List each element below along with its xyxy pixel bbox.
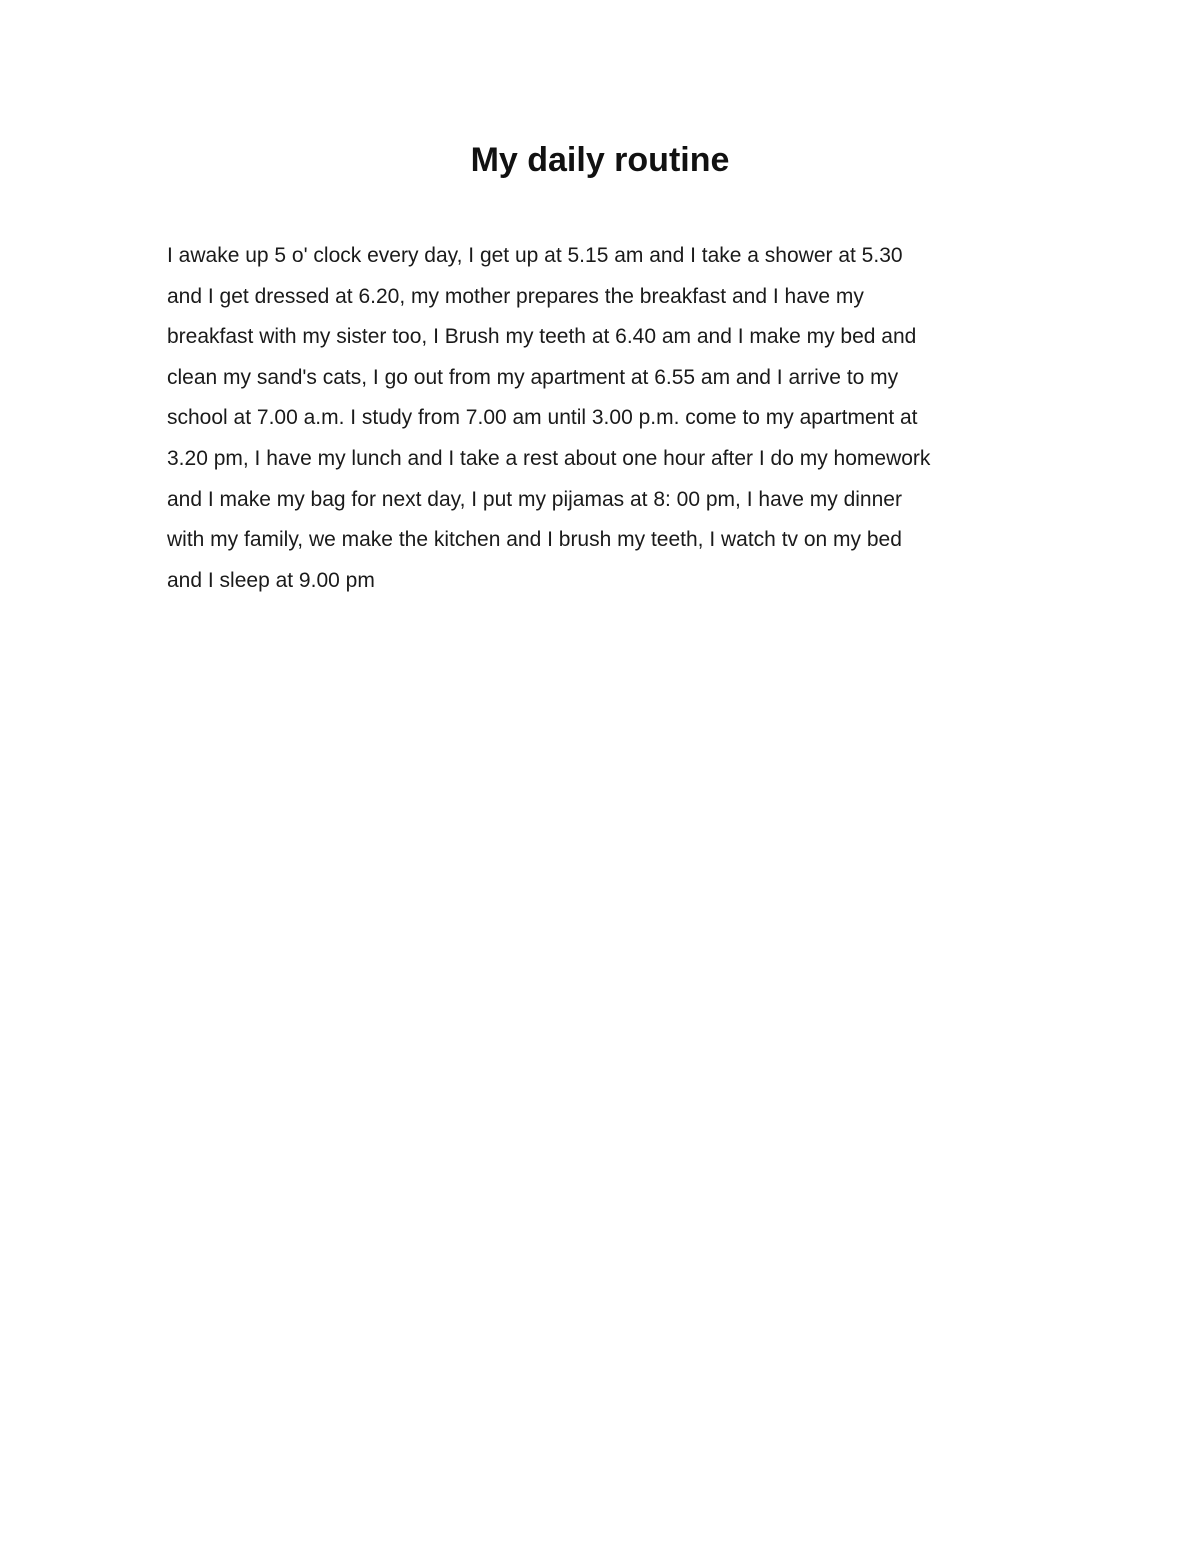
paragraph-line: breakfast with my sister too, I Brush my teeth at 6.40 am and I make my bed and [167, 325, 917, 349]
document-title: My daily routine [470, 141, 730, 179]
paragraph-line: I awake up 5 o' clock every day, I get up at 5.15 am and I take a shower at 5.30 [167, 244, 903, 267]
paragraph-line: school at 7.00 a.m. I study from 7.00 am until 3.00 p.m. come to my apartment at [167, 406, 918, 430]
document-paragraph [167, 236, 1047, 601]
paragraph-line: clean my sand's cats, I go out from my apartment at 6.55 am and I arrive to my [167, 365, 899, 389]
paragraph-line: and I sleep at 9.00 pm [167, 568, 375, 592]
paragraph-line: with my family, we make the kitchen and I brush my teeth, I watch tv on my bed [167, 528, 902, 552]
paragraph-line: and I make my bag for next day, I put my pijamas at 8: 00 pm, I have my dinner [167, 487, 902, 511]
paragraph-line: 3.20 pm, I have my lunch and I take a rest about one hour after I do my homework [167, 446, 931, 470]
paragraph-line: and I get dressed at 6.20, my mother prepares the breakfast and I have my [167, 284, 864, 308]
